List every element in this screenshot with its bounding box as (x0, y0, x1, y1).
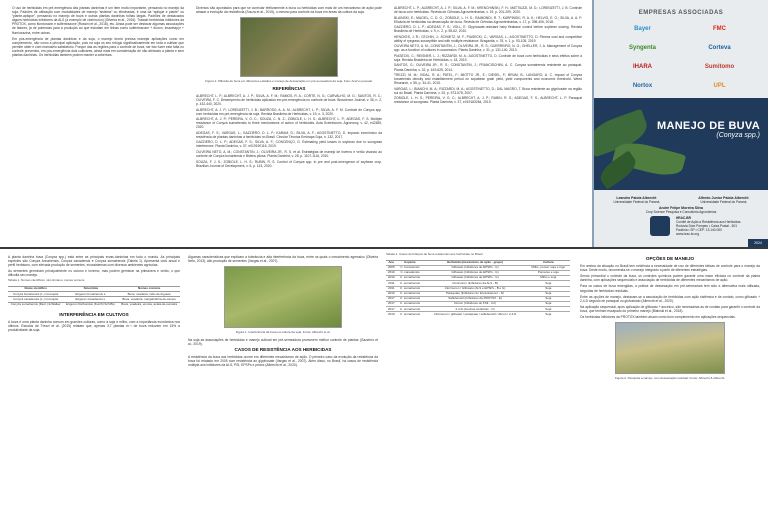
contact-block (676, 216, 741, 236)
table-cell: C. sumatrensis (397, 312, 424, 317)
table-row (386, 312, 570, 317)
page2-col3 (386, 253, 570, 317)
paragraph: Para os casos de buva emergidas, a prática de dessecação em pré-semeadura tem sido a alternativa mais utilizada, seguidas de herbicidas residuais. (580, 284, 760, 293)
table-cell: 2,4-D (Auxinas sintéticas - O) (423, 307, 526, 312)
reference: HENCKES, J. R.; CECHIN, J.; SCHMITZ, M. F.; PIASECKI, C.; VARGAS, L.; AGOSTINETTO, D. Fitness cost and competitive ability of ryegrass susceptible and with multiple resistance. Bragantia, v. 78, n. 1, p. 93-105, 2019. (394, 34, 582, 43)
table-cell: 2011 (386, 286, 397, 291)
soy-field-photo (224, 266, 342, 328)
table-cell: C. sumatrensis (397, 307, 424, 312)
company-logo: IHARA (633, 63, 652, 70)
paragraph: A resistência da buva aos herbicidas ocorre em diferentes mecanismos de ação. O primeiro caso da evolução da resistência da buva foi relatado em 2005 com resistência ao glyphosate (Vargas et al., 2007). Além disso, no Brasil, há casos de resistência múltipla aos inibidores da ALS, PSI, EPSPs e protox (Albrecht et al., 2020). (188, 355, 378, 368)
paragraph: Os herbicidas inibidores da PROTOX também atuam como bom complemento em aplicações sequenciais. (580, 315, 736, 320)
options-title: OPÇÕES DE MANEJO (645, 256, 695, 261)
paragraph: Sendo primordial o controle da buva, os controles químicos podem garantir uma maior eficácia no controle da planta daninha, com aplicações sequenciais e associação de herbicidas de diferentes mecanismos de ação. (580, 274, 760, 283)
cover-title: MANEJO DE BUVA (656, 120, 760, 132)
reference: ALBRECHT, L. P.; ALBRECHT, A. J. P.; SILVA, A. F. M.; RAMOS, R. A.; CORTE, N. G.; CARVALHO, M. G.; SANTOS, R. C.; OLIVEIRA, F. C. Desempenho de herbicidas aplicados em pré-emergência no controle de buva. Bioscience Journal, v. 36, n. 2, p. 432-440, 2020. (196, 93, 382, 107)
table-cell: Soja (527, 291, 570, 296)
table-cell: Clorimuron (Inibidores da ALS - B) (423, 281, 526, 286)
paragraph: As sementes germinam principalmente no outono e inverno, mas podem germinar na primavera e verão, o que dificulta seu manejo. (8, 269, 180, 278)
table-cell: C. sumatrensis (397, 291, 424, 296)
table-cell: Soja (527, 302, 570, 307)
page-1 (0, 0, 768, 247)
table-cell: 2017 (387, 296, 395, 301)
hrac-logo (650, 216, 670, 236)
table-cell: Glifosato (Inibidores de EPSPs - G) (423, 276, 526, 281)
page1-col2 (196, 6, 382, 169)
table-cell: C. canadensis (397, 270, 424, 275)
interference-title: INTERFERÊNCIA EM CULTIVOS (59, 311, 129, 317)
table-cell: Soja (527, 312, 570, 317)
reference: GAZZIERO, D. L. P.; ADEGAS, F. S.; VOLL, E. Glyphosate-resistant hairy fleabane control before soybean sowing. Revista Brasileira de Herbicidas, v. 9, n. 2, p. 55-62, 2010. (394, 25, 582, 34)
table-cell: 2017 (387, 301, 395, 306)
author: André Felipe Moreira Silva Crop Science Pesquisa e Consultoria Agronômica (645, 206, 717, 214)
reference: OLIVEIRA NETO, A. M.; CONSTANTIN, J.; OLIVEIRA JR., R. S.; GUERREIRO, N. G.; GHELLER, J. A. Management of Conyza spp. as a function of cultures in succession. Planta Daninha, v. 31, p. 131-140, 2013. (394, 44, 582, 53)
table-cell: C. sumatrensis (397, 276, 424, 281)
cover-subtitle: (Conyza spp.) (716, 132, 760, 139)
table-cell: Diuron (Inibidores do FSII - C2) (423, 302, 526, 307)
contact-line: HRAC-BR (676, 216, 691, 220)
table-cell: 2010 (387, 270, 395, 275)
author: Leandro Paiola Albrecht Universidade Federal do Paraná (613, 196, 660, 204)
figure-caption: Figura 1: Plântula de buva em diferentes estádios e manejo de dessecação em pré-semeadura da soja. Foto: Acervo pessoal. (205, 79, 373, 84)
contact-line: Rodovia Dom Pompeu • Caixa Postal - 501 (676, 224, 737, 228)
authors-row2 (594, 206, 768, 214)
page1-col3 (394, 6, 582, 106)
company-logo: FMC (713, 25, 726, 32)
paragraph: O uso de herbicidas em pré-emergência das plantas daninhas é um item muito importante, pensando no manejo da soja. Padrões de utilização com modalidades de manejo “sistema” ou eliminadas, é uma da “aplique e plante” ou “plante-aplique”, pensando no manejo de buva e outras plantas daninhas folhas largas. Padrões de destacados alguns herbicidas inibidores da ALS (a exemplo de clorimuron) (Oliveira et al., 2016). Tratado herbicidas inibidores da PROTOX, como flumioxazin e sulfentrazone (Rossini et al., 2018), etc. Ainda pode ser destacar algumas associações de fatores, já de potencias para a produção ao que estudam em linhas como sulfentrazone + diuron, imazetapyr + flumioxazina, entre outras. (12, 6, 184, 35)
reference: ALBRECHT, A. J. P.; LORENZETTI, J. B.; BARROSO, A. A. M.; ALBRECHT, L. P.; SILVA, A. F. M. Controle de Conyza spp. com herbicidas em pré-emergência da soja. Revista Brasileira de Herbicidas, v. 19, n. 3, 2020. (196, 107, 382, 116)
table-cell: 2005 (387, 265, 395, 270)
page2-col1 (8, 255, 180, 334)
table-cell: Soja (527, 296, 570, 301)
table-row: Conyza canadensis (L.) Cronquist Erigeron canadensis L. Buva, voadeira, margaridinha-do-campo (8, 297, 180, 302)
paragraph: Diversos são apontados para que se controlar efetivamente a buva ou herbicidas com mais de um mecanismo de ação pode atrasar a evolução da resistência (Souza et al., 2015), o mesmo para controle da buva em áreas da cultura da soja. (196, 6, 382, 15)
table-resistance: Ano Espécie Herbicida (mecanismo de ação - grupo) Cultura 2005 C. bonariensis Glifosato (Inibidores de EPSPs - G) Milho, pomar, soja e trigo 2010 C. canadensis Glifosato (Inibidores de EPSPs - G) Pomares e soja 2010 C. sumatrensis Glifosato (Inibidores de EPSPs - G) Milho e soja 2011 C. sumatrensis Clorimuron (Inibidores da ALS - B) Soja 2011 C. sumatrensis Clorimuron / Glifosato (ALS e EPSPs - B e G) Soja 2016 C. sumatrensis Paraquate (Inibidores do fotossistema I - D) Soja 2017 C. sumatrensis Saflufenacil (Inibidores da PROTOX - E) Soja 2017 C. sumatrensis Diuron (Inibidores do FSII - C2) Soja 2017 C. sumatrensis 2,4-D (Auxinas sintéticas - O) Soja 2019 C. sumatrensis Clorimuron / glifosato / paraquate / saflufenacil / diuron / 2,4-D Soja (386, 260, 570, 317)
table1-title: Tabela 1. Nomes científicos, sinonímias e nomes comuns. (8, 278, 86, 283)
reference: SANTOS, G.; OLIVEIRA JR., R. S.; CONSTANTIN, J.; FRANCISCHINI, A. C. Conyza sumatrensis resistente ao paraquat. Planta Daninha, v. 32, p. 619-625, 2014. (394, 63, 582, 72)
reference: SOUZA, F. J. S.; ZOBIOLE, L. H. S.; RUBIN, R. S. Control of Conyza spp. in pre and post-emergence of soybean crop. Brazilian Journal of Development, v. 6, p. 143, 2020. (196, 159, 382, 168)
company-logo: Syngenta (628, 44, 656, 51)
reference: PIASECKI, C.; REISNER, L. J.; RIZZARDI, M. A.; AGOSTINETTO, D. Controle de buva com herbicidas e seus efeitos sobre a soja. Revista Brasileira de Herbicidas, v. 18, 2019. (394, 53, 582, 62)
paragraph: Entre as opções de manejo, destacam-se a associação de herbicidas com ação sistêmica e de contato, como glifosato + 2,4-D seguido de paraquat ou glufosinato (Albrecht et al., 2020). (580, 294, 760, 303)
paragraph: A planta daninha buva (Conyza spp.) está entre as principais ervas-daninhas em todo o mundo. As principais espécies são Conyza bonariensis, Conyza canadensis e Conyza sumatrensis (Tabela 1). Apresenta ciclo anual e perfil herbáceo, com elevada produção de sementes, ecossistemas com diversos ambientes agrícolas. (8, 255, 180, 268)
company-logo: Sumitomo (704, 63, 735, 70)
reference: OLIVEIRA NETO, A. M.; CONSTANTIN, J.; OLIVEIRA JR., R. S. et al. Estratégias de manejo de inverno e verão visando ao controle de Conyza bonariensis e Bidens pilosa. Planta Daninha, v. 28, p. 1107-1116, 2010. (196, 149, 382, 159)
figure-caption: Figura 2. Pesquisa a campo, com dessecação residual. Fonte: Albrecht & Albrecht. (614, 376, 726, 381)
company-logos (594, 16, 768, 92)
table-row: Conyza sumatrensis (Retz.) E.Walker Erigeron floribundus (Kunth) Sch.Bip. Buva, voadeira, enxota, acatá-de-sumatra (8, 302, 180, 307)
reference: TREZZI, M. M.; VIDAL, R. A.; PATEL, F.; MIOTTO JR., E.; DIESEL, F.; BRUM, B.; LANGARO, A. C. Impact of Conyza bonariensis density and establishment period on soyabean grain yield, yield components and economic threshold. Weed Research, v. 55, p. 34-41, 2015. (394, 73, 582, 86)
paragraph: Na soja as associações de herbicidas e manejo cultural em pré-semeadura promovem melhor controle de plantas (Gazziero et al., 2019). (188, 337, 378, 346)
reference: ZOBIOLE, L. H. S.; PEREIRA, V. G. C.; ALBRECHT, A. J. P.; RUBIN, R. S.; ADEGAS, F. S.; ALBRECHT, L. P. Paraquat resistance of sourgrass. Planta Daninha, v. 37, e019183264, 2019. (394, 96, 582, 105)
table-cell: 2016 (387, 291, 395, 296)
table-cell: 2011 (386, 281, 397, 286)
figure-caption: Figura 1. Interferência da buva na cultura da soja. Fonte: Albrecht et al. (235, 330, 331, 335)
paragraph: Em ambos da situação no Brasil tem evidência a necessidade de uso de diferentes táticas de controle para o manejo da buva. Deste modo, recomenda-se o manejo integrado a partir de diferentes estratégias. (580, 264, 760, 273)
resistance-title: CASOS DE RESISTÊNCIA AOS HERBICIDAS (234, 346, 332, 352)
reference: ALBRECHT, L. P.; ALBRECHT, A. J. P.; SILVA, A. F. M.; KRENCHINSKI, F. H.; MATTIUZZI, M. D.; LORENZETTI, J. B. Controle de buva com herbicidas. Revista de Ciências Agroveterinárias, v. 19, p. 201-209, 2020. (394, 6, 582, 15)
table2-title: Tabela 2. Casos de biótipos de buva resistentes aos herbicidas no Brasil. (386, 252, 484, 256)
table-cell: Milho e soja (527, 276, 570, 281)
page1-col1 (12, 6, 184, 59)
reference: VARGAS, L.; BIANCHI, M. A.; RIZZARDI, M. A.; AGOSTINETTO, D.; DAL MAGRO, T. Buva resistente ao glyphosate na região sul do Brasil. Planta Daninha, v. 25, p. 573-578, 2007. (394, 86, 582, 95)
company-logo: Bayer (634, 25, 651, 32)
table-cell: Paraquate (Inibidores do fotossistema I - D) (423, 291, 526, 296)
buva-photo (240, 17, 338, 77)
reference: ALBRECHT, A. J. P.; PEREIRA, V. G. C.; SOUZA, C. N. Z.; ZOBIOLE, L. H. S.; ALBRECHT, L. P.; ADEGAS, F. S. Multiple resistance of Conyza sumatrensis to three mechanisms of action of herbicides. Acta Scientiarum. Agronomy, v. 42, e42485, 2020. (196, 117, 382, 130)
table-cell: Soja (527, 307, 570, 312)
table-cell: Clorimuron / Glifosato (ALS e EPSPs - B e G) (423, 286, 526, 291)
table-cell: 2019 (387, 311, 395, 316)
page2-col2 (188, 255, 378, 369)
table-row: Conyza bonariensis (L.) Cronquist Erigeron bonariensis L. Buva, voadeira, rabo-de-foguete (8, 292, 180, 297)
year-badge: 2024 (748, 239, 768, 247)
reference: ADEGAS, F. S.; VARGAS, L.; GAZZIERO, D. L. P.; KARAM, D.; SILVA, A. F.; AGOSTINETTO, D. Impacto econômico da resistência de plantas daninhas a herbicidas no Brasil. Circular Técnica Embrapa Soja, n. 132, 2017. (196, 130, 382, 139)
table-cell: C. sumatrensis (397, 286, 424, 291)
paragraph: A buva é uma planta daninha comum em grandes culturas, como a soja e milho, com a importância econômica nos últimos. Estudos de Trezzi et al. (2015) relatam que, apenas 3,7 plantas m⁻² de buva reduzem em 15% a produtividade da soja. (8, 319, 180, 333)
company-logo: UPL (713, 82, 726, 89)
table-cell: Saflufenacil (Inibidores da PROTOX - E) (423, 296, 526, 301)
company-logo: Corteva (708, 44, 731, 51)
table-cell: Glifosato (Inibidores de EPSPs - G) (423, 265, 526, 270)
contact-line: www.hrac-br.org (676, 232, 700, 236)
table-cell: C. sumatrensis (397, 281, 424, 286)
table-cell: C. sumatrensis (397, 296, 424, 301)
table-cell: 2010 (387, 275, 395, 280)
table-cell: Pomares e soja (527, 270, 570, 275)
references-title: REFERÊNCIAS (272, 85, 306, 91)
table-cell: Milho, pomar, soja e trigo (527, 265, 570, 270)
cover-panel (592, 0, 768, 247)
contact-line: Paulínia • SP • CEP: 13.140-000 (676, 228, 722, 232)
paragraph: Na aplicação sequencial, após aplicação de glifosato + auxínico, são necessárias as de contato para garantir o controle da buva, que tenham escapado do primeiro manejo (Blainski et al., 2018). (580, 304, 760, 313)
reference: BLAINSKI, E.; MACIEL, C. D. G.; ZOBIOLE, L. H. S.; RAIMONDI, R. T.; KARPINSKI, R. A. K.; HELVIG, E. O.; SILVA, A. A. P. Eficácia de herbicidas na dessecação de buva. Revista de Ciências Agroveterinárias, v. 17, p. 398-406, 2018. (394, 15, 582, 24)
cover-banner (594, 98, 768, 190)
reference: GAZZIERO, D. L. P.; ADEGAS, F. S.; SILVA, A. F.; CONCENÇO, G. Estimating yield losses in soybean due to sourgrass interference. Planta Daninha, v. 37, e019190116, 2019. (196, 140, 382, 149)
contact-line: Comitê de Ação a Resistência aos Herbicidas (676, 220, 741, 224)
authors (594, 196, 768, 204)
table-cell: C. sumatrensis (397, 302, 424, 307)
page-2 (0, 249, 768, 526)
page2-col4 (580, 255, 760, 384)
table-cell: C. bonariensis (397, 265, 424, 270)
table-species: Nome científico Sinonímia Nomes comuns Conyza bonariensis (L.) Cronquist Erigeron bonariensis L. Buva, voadeira, rabo-de-foguete Conyza canadensis (L.) Cronquist Erigeron canadensis L. Buva, voadeira, margaridinha-do-campo Conyza sumatrensis (Retz.) E.Walker Erigeron floribundus (Kunth) Sch.Bip. Buva, voadeira, enxota, acatá-de-sumatra (8, 286, 180, 307)
table-cell: Soja (527, 281, 570, 286)
companies-title: EMPRESAS ASSOCIADAS (638, 10, 724, 16)
paragraph: Algumas características que explicam a tolerância e alta interferência da buva, entre os quais o crescimento agressivo (Oliveira Neto, 2013), alto produção de sementes (Vargas et al., 2007). (188, 255, 378, 264)
table-cell: Soja (527, 286, 570, 291)
author: Alfredo Junior Paiola Albrecht Universidade Federal do Paraná (698, 196, 749, 204)
table-cell: Clorimuron / glifosato / paraquate / saflufenacil / diuron / 2,4-D (423, 312, 526, 317)
paragraph: Em pós-emergência de plantas daninhas e da soja, o manejo teoria precisa manejar aplicações como em complemento, não como a principal aplicação, pois na soja os seu refúgio significativamente em toda a cultivar que permite obter e com manuseio satisfatório. Porque das as regiões para o controle de buva, ser isto fuzer este falta no controle prevenido, em pós-emergência dois cultivares, ainda mais em consideração de não afetando a planta e sem plantas daninhas. Os herbicidas também podem manter a cobertura. (12, 36, 184, 58)
leaf-graphic (596, 150, 640, 189)
field-trial-photo (615, 322, 725, 374)
company-logo: Nortox (632, 82, 653, 89)
table-cell: 2017 (387, 306, 395, 311)
table-cell: Glifosato (Inibidores de EPSPs - G) (423, 270, 526, 275)
